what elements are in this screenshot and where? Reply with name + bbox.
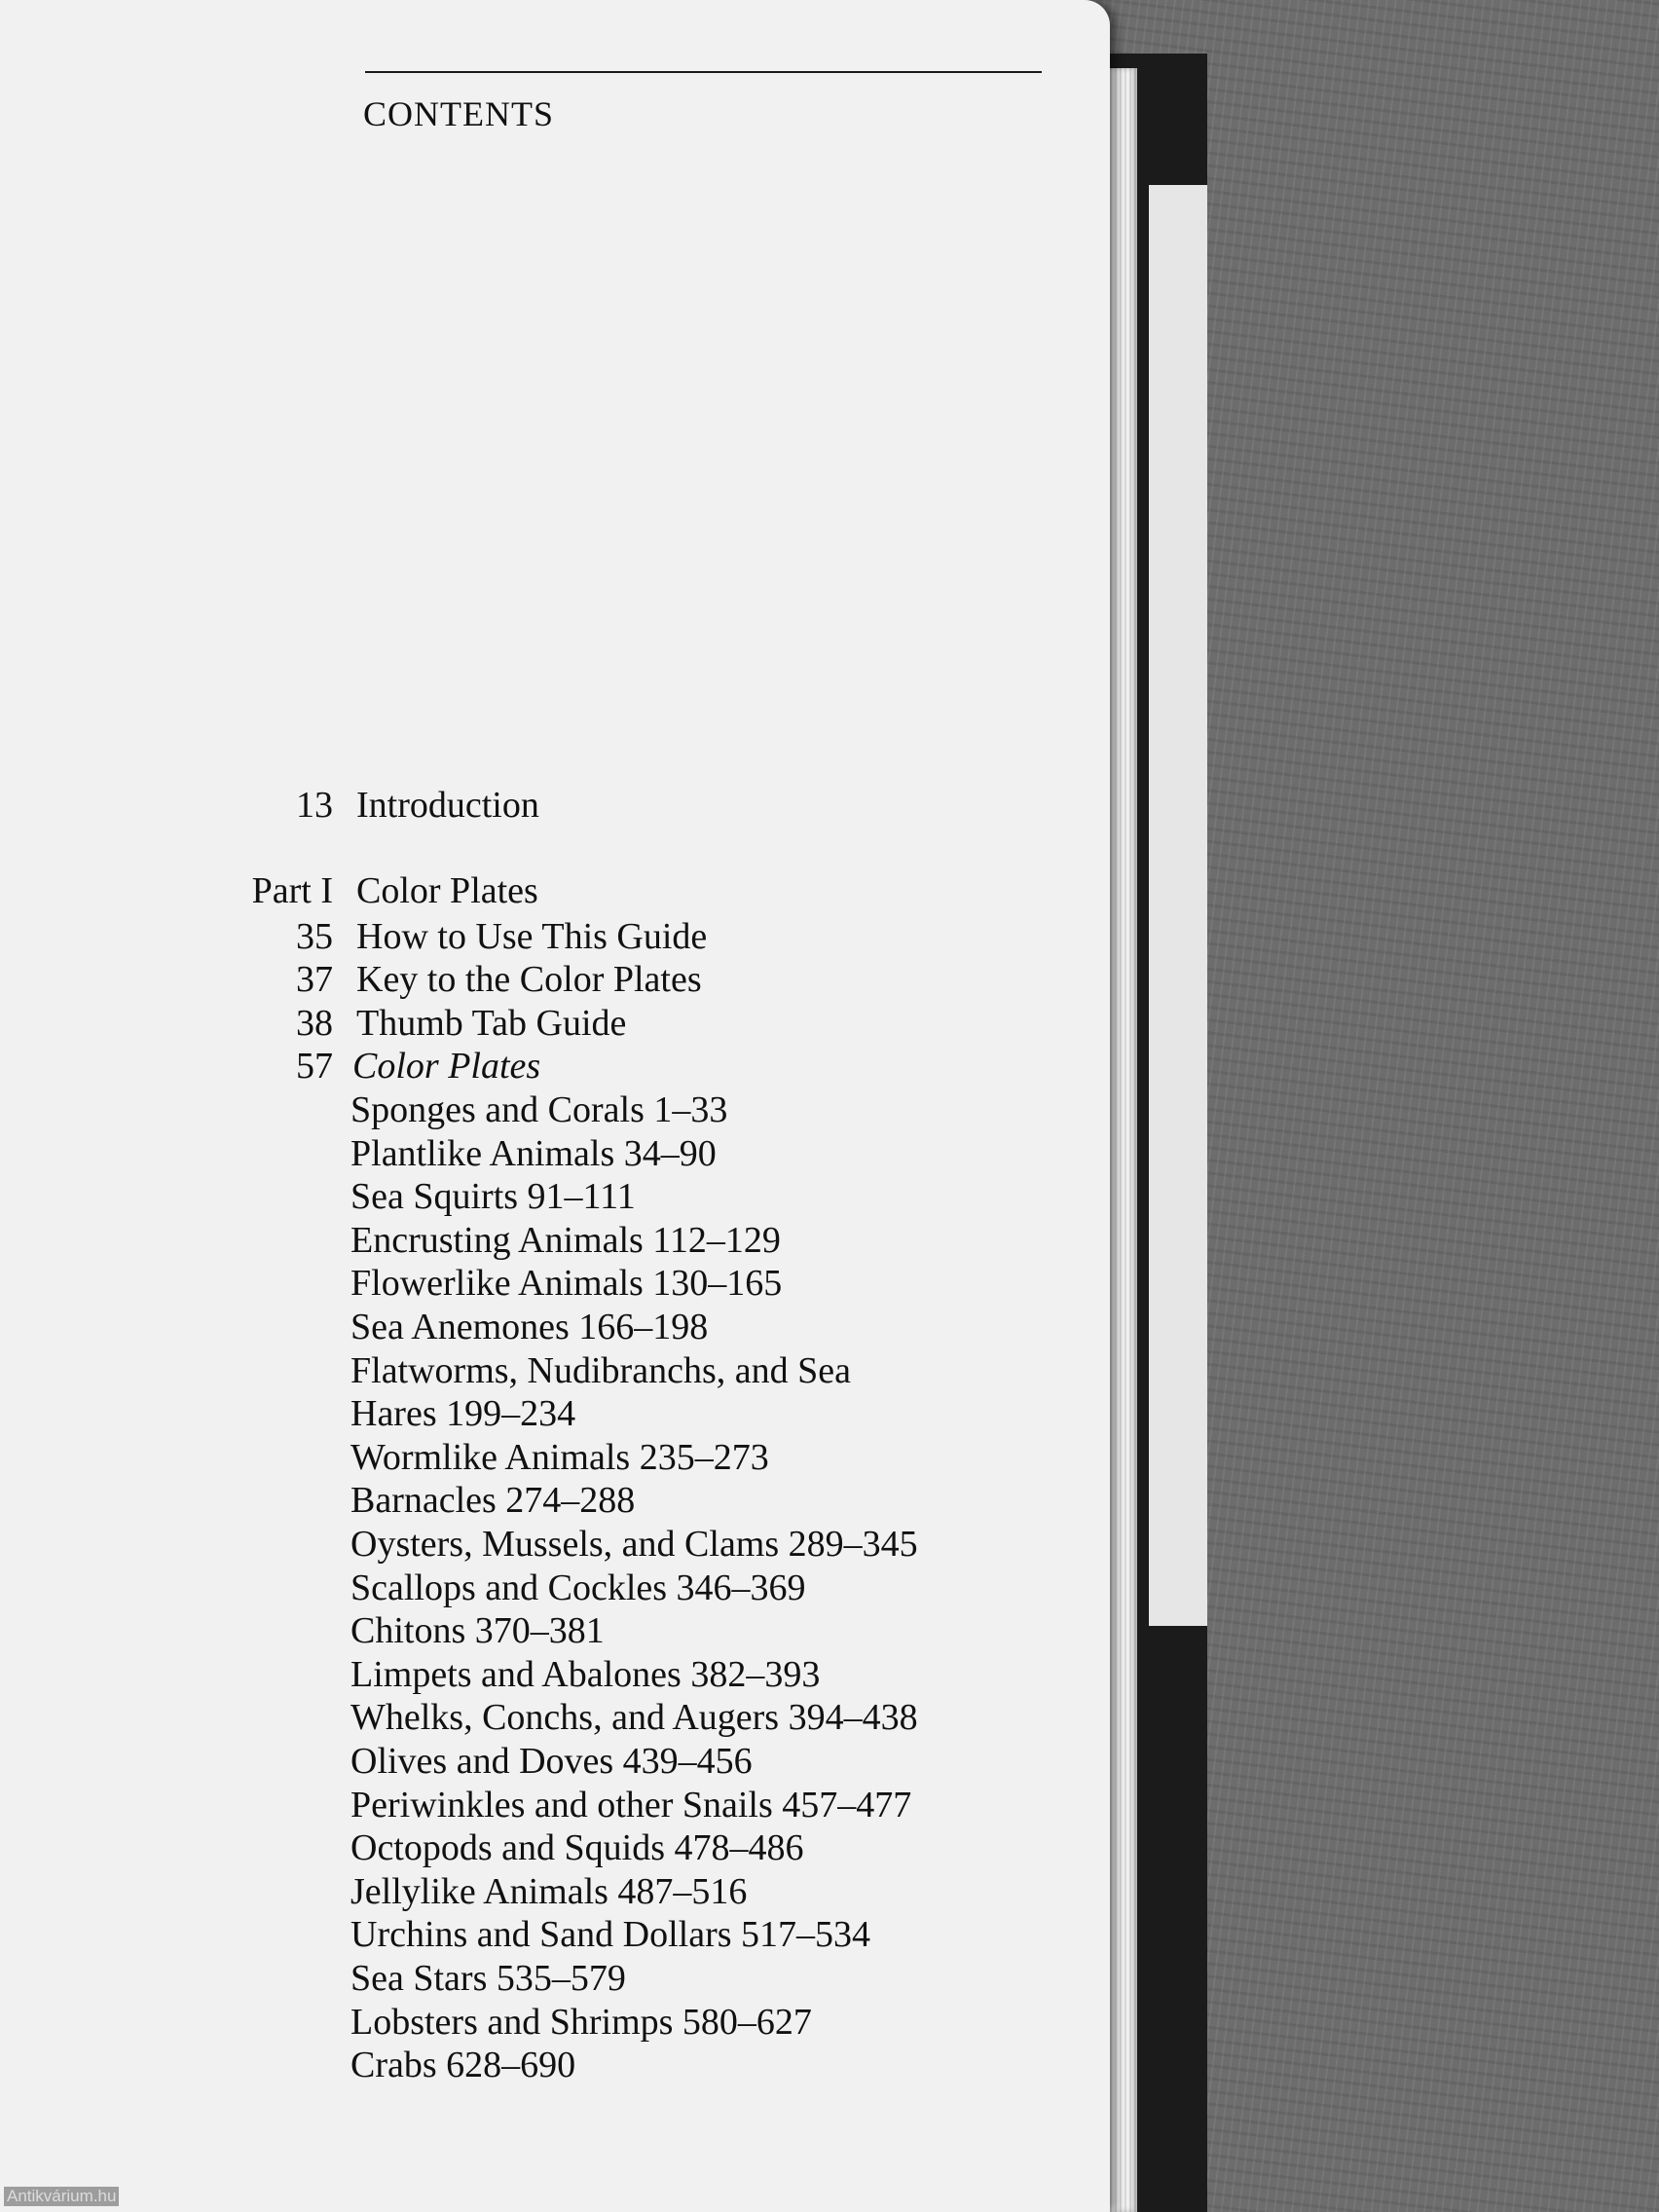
toc-part-label: Part I [251,870,333,911]
plate-group-entry: Limpets and Abalones 382–393 [350,1653,821,1695]
toc-entry-number: 57 [296,1046,333,1087]
toc-entry-number: 38 [296,1003,333,1044]
watermark: Antikvárium.hu [4,2187,119,2206]
plate-group-entry: Barnacles 274–288 [350,1480,636,1522]
toc-entry-label: Key to the Color Plates [356,959,702,1000]
toc-entry-number: 35 [296,916,333,957]
plate-group-entry: Chitons 370–381 [350,1610,605,1652]
plate-group-entry: Oysters, Mussels, and Clams 289–345 [350,1524,918,1565]
toc-entry-label: Color Plates [352,1046,541,1087]
plate-group-entry: Periwinkles and other Snails 457–477 [350,1784,912,1825]
toc-part-title: Color Plates [356,870,538,911]
plate-group-entry: Plantlike Animals 34–90 [350,1132,717,1174]
plate-group-entry: Olives and Doves 439–456 [350,1741,753,1782]
plate-group-entry: Scallops and Cockles 346–369 [350,1567,806,1608]
plate-group-entry: Whelks, Conchs, and Augers 394–438 [350,1697,918,1739]
plate-group-entry: Encrusting Animals 112–129 [350,1219,781,1261]
toc-entry-label: Introduction [356,785,539,826]
plate-group-entry: Jellylike Animals 487–516 [350,1870,748,1912]
plate-group-entry: Sponges and Corals 1–33 [350,1089,728,1130]
plate-group-entry: Octopods and Squids 478–486 [350,1827,804,1869]
plate-group-entry: Hares 199–234 [350,1393,576,1435]
plate-group-entry: Flowerlike Animals 130–165 [350,1263,783,1305]
toc-entry-label: How to Use This Guide [356,916,708,957]
cover-slot [1149,185,1207,1626]
plate-group-entry: Urchins and Sand Dollars 517–534 [350,1914,871,1956]
plate-group-entry: Lobsters and Shrimps 580–627 [350,2001,812,2043]
toc-entry-label: Thumb Tab Guide [356,1003,627,1044]
plate-group-entry: Crabs 628–690 [350,2045,576,2086]
plate-group-entry: Sea Squirts 91–111 [350,1176,636,1218]
plate-group-entry: Sea Stars 535–579 [350,1958,626,1999]
plate-group-entry: Sea Anemones 166–198 [350,1307,709,1347]
page-title: CONTENTS [363,94,554,133]
toc-entry-number: 13 [296,785,333,826]
toc-entry-number: 37 [296,959,333,1000]
plate-group-entry: Flatworms, Nudibranchs, and Sea [350,1349,851,1391]
plate-group-entry: Wormlike Animals 235–273 [350,1436,769,1478]
